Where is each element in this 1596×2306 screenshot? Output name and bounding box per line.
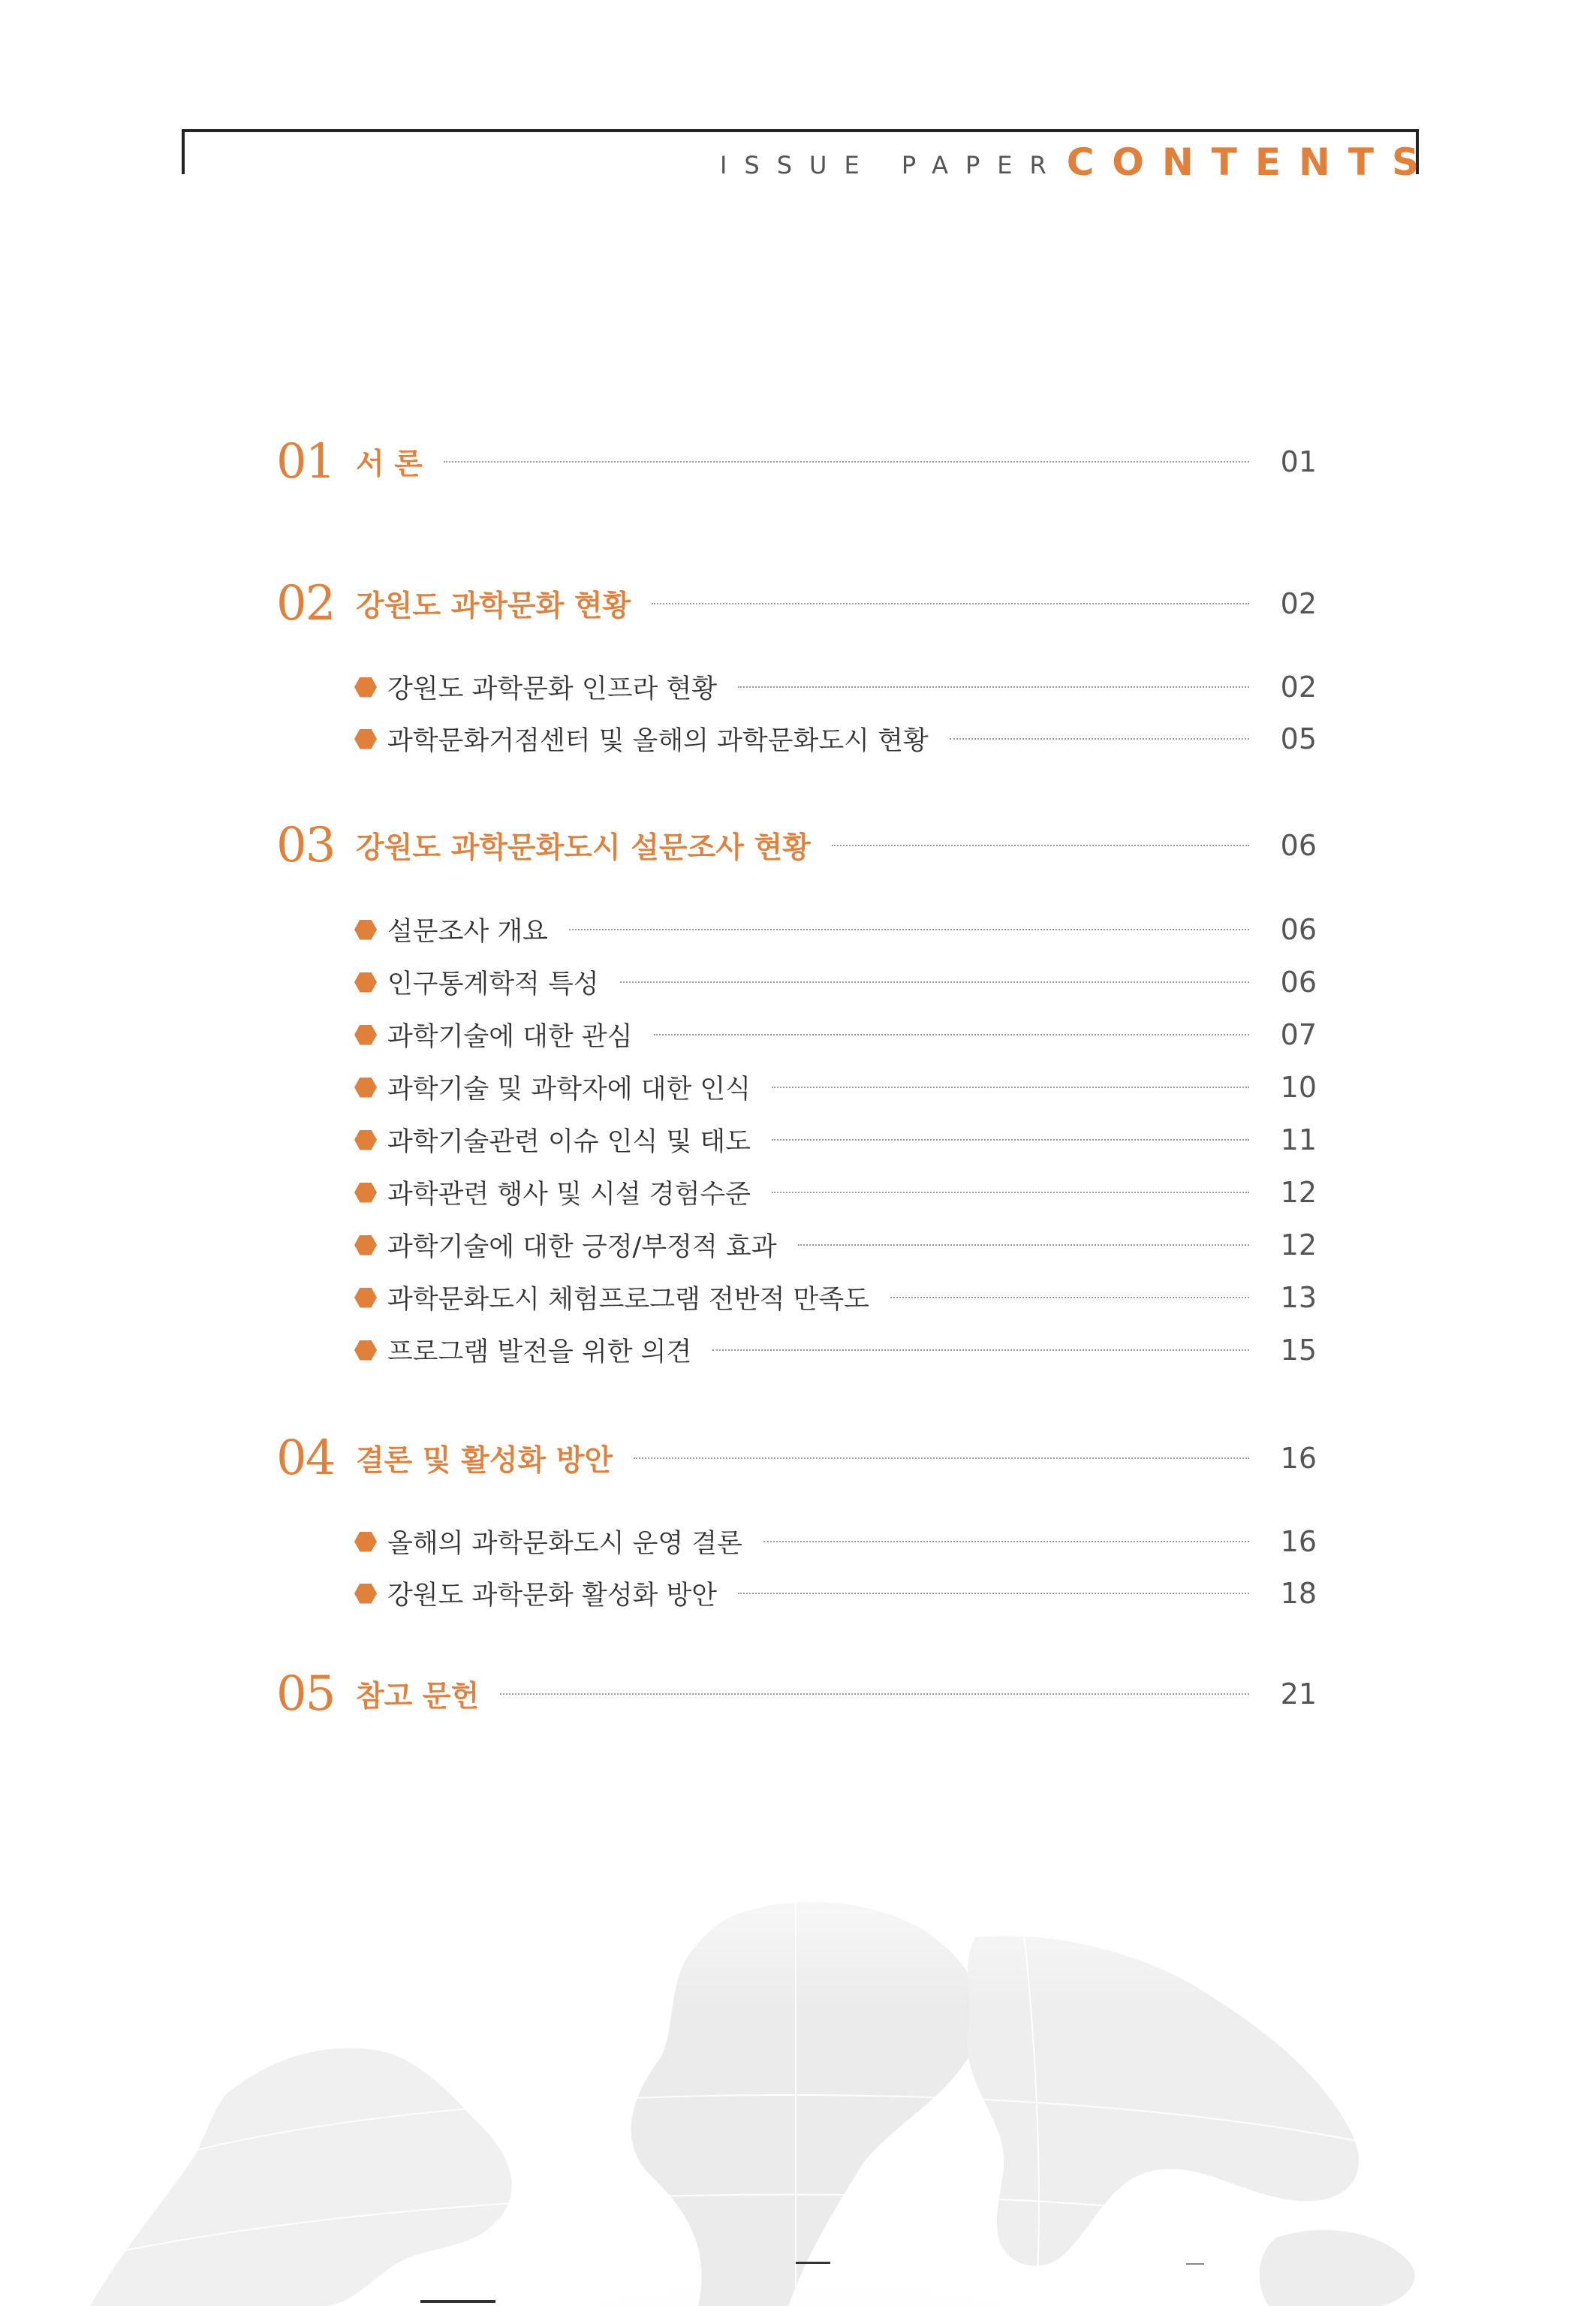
dotted-leader bbox=[652, 603, 1249, 604]
toc-item[interactable] bbox=[354, 1014, 1317, 1056]
hexagon-bullet-icon bbox=[354, 729, 377, 749]
page-number: 21 bbox=[1280, 1678, 1317, 1711]
dotted-leader bbox=[738, 1593, 1249, 1594]
page-number: 11 bbox=[1280, 1123, 1317, 1156]
page-number: 06 bbox=[1280, 966, 1317, 999]
item-title: 설문조사 개요 bbox=[387, 917, 548, 947]
dotted-leader bbox=[738, 686, 1249, 688]
item-title: 과학문화도시 체험프로그램 전반적 만족도 bbox=[387, 1285, 869, 1315]
page-number: 07 bbox=[1280, 1018, 1317, 1051]
item-title: 강원도 과학문화 활성화 방안 bbox=[387, 1581, 718, 1611]
toc-section-04[interactable] bbox=[276, 1428, 1317, 1488]
dotted-leader bbox=[772, 1139, 1249, 1141]
hexagon-bullet-icon bbox=[354, 1532, 377, 1552]
hexagon-bullet-icon bbox=[354, 1078, 377, 1098]
dotted-leader bbox=[772, 1192, 1249, 1193]
item-title: 과학기술관련 이슈 인식 및 태도 bbox=[387, 1127, 751, 1157]
section-title: 참고 문헌 bbox=[356, 1680, 480, 1714]
item-title: 과학기술에 대한 긍정/부정적 효과 bbox=[387, 1232, 777, 1262]
dotted-leader bbox=[712, 1349, 1249, 1351]
dotted-leader bbox=[654, 1034, 1249, 1035]
page-number: 02 bbox=[1280, 587, 1317, 620]
toc-item[interactable] bbox=[354, 666, 1317, 708]
dotted-leader bbox=[634, 1457, 1249, 1459]
page-number: 06 bbox=[1280, 913, 1317, 946]
toc-item[interactable] bbox=[354, 1572, 1317, 1614]
page-number: 16 bbox=[1280, 1442, 1317, 1475]
hexagon-bullet-icon bbox=[354, 1025, 377, 1045]
dotted-leader bbox=[832, 845, 1249, 846]
page-number: 06 bbox=[1280, 829, 1317, 862]
toc-item[interactable] bbox=[354, 718, 1317, 760]
header-title: CONTENTS bbox=[1066, 140, 1437, 184]
page-number: 01 bbox=[1280, 445, 1317, 478]
item-title: 과학기술에 대한 관심 bbox=[387, 1022, 633, 1052]
item-title: 과학문화거점센터 및 올해의 과학문화도시 현황 bbox=[387, 726, 929, 756]
page-number: 12 bbox=[1280, 1176, 1317, 1209]
page-number: 16 bbox=[1280, 1525, 1317, 1558]
dotted-leader bbox=[772, 1087, 1249, 1088]
toc-item[interactable] bbox=[354, 909, 1317, 951]
dotted-leader bbox=[500, 1693, 1249, 1695]
section-number: 01 bbox=[276, 434, 335, 490]
toc-item[interactable] bbox=[354, 1329, 1317, 1371]
section-title: 강원도 과학문화 현황 bbox=[356, 589, 631, 623]
dotted-leader bbox=[763, 1541, 1249, 1542]
toc-section-05[interactable] bbox=[276, 1664, 1317, 1724]
page-number: 05 bbox=[1280, 722, 1317, 755]
toc-section-02[interactable] bbox=[276, 574, 1317, 634]
toc-section-01[interactable] bbox=[276, 432, 1317, 492]
section-number: 05 bbox=[276, 1666, 335, 1722]
world-map-globe-decoration bbox=[0, 1847, 1596, 2306]
toc-item[interactable] bbox=[354, 1224, 1317, 1266]
section-title: 강원도 과학문화도시 설문조사 현황 bbox=[356, 831, 811, 865]
hexagon-bullet-icon bbox=[354, 972, 377, 993]
header-subtitle: ISSUE PAPER bbox=[719, 151, 1064, 179]
item-title: 프로그램 발전을 위한 의견 bbox=[387, 1337, 692, 1367]
toc-section-03[interactable] bbox=[276, 815, 1317, 876]
dotted-leader bbox=[444, 461, 1249, 463]
page-number: 02 bbox=[1280, 671, 1317, 704]
section-number: 04 bbox=[276, 1430, 335, 1486]
hexagon-bullet-icon bbox=[354, 677, 377, 698]
item-title: 과학기술 및 과학자에 대한 인식 bbox=[387, 1075, 751, 1105]
toc-item[interactable] bbox=[354, 1171, 1317, 1213]
dotted-leader bbox=[890, 1297, 1249, 1298]
toc-item[interactable] bbox=[354, 1119, 1317, 1161]
item-title: 강원도 과학문화 인프라 현황 bbox=[387, 674, 718, 704]
section-title: 결론 및 활성화 방안 bbox=[356, 1444, 613, 1478]
hexagon-bullet-icon bbox=[354, 920, 377, 940]
hexagon-bullet-icon bbox=[354, 1235, 377, 1255]
hexagon-bullet-icon bbox=[354, 1584, 377, 1604]
toc-item[interactable] bbox=[354, 1521, 1317, 1563]
toc-item[interactable] bbox=[354, 961, 1317, 1003]
section-number: 02 bbox=[276, 576, 335, 632]
toc-item[interactable] bbox=[354, 1066, 1317, 1108]
hexagon-bullet-icon bbox=[354, 1183, 377, 1203]
dotted-leader bbox=[950, 738, 1249, 740]
item-title: 올해의 과학문화도시 운영 결론 bbox=[387, 1529, 742, 1559]
item-title: 과학관련 행사 및 시설 경험수준 bbox=[387, 1180, 751, 1210]
item-title: 인구통계학적 특성 bbox=[387, 969, 599, 999]
section-title: 서 론 bbox=[356, 448, 423, 481]
section-number: 03 bbox=[276, 818, 335, 873]
page-number: 15 bbox=[1280, 1334, 1317, 1367]
dotted-leader bbox=[620, 981, 1249, 983]
hexagon-bullet-icon bbox=[354, 1130, 377, 1150]
hexagon-bullet-icon bbox=[354, 1288, 377, 1308]
dotted-leader bbox=[569, 929, 1249, 930]
page-number: 13 bbox=[1280, 1281, 1317, 1314]
page-number: 10 bbox=[1280, 1071, 1317, 1104]
hexagon-bullet-icon bbox=[354, 1340, 377, 1361]
dotted-leader bbox=[798, 1244, 1249, 1246]
page-number: 18 bbox=[1280, 1577, 1317, 1610]
page-number: 12 bbox=[1280, 1228, 1317, 1262]
toc-item[interactable] bbox=[354, 1277, 1317, 1319]
